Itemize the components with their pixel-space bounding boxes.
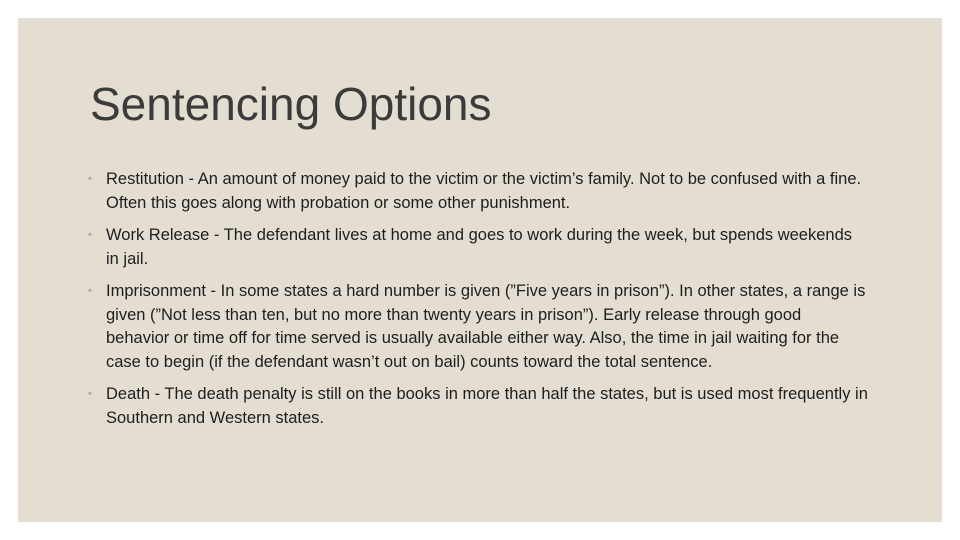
bullet-text: Death - The death penalty is still on the books in more than half the states, but is used most frequently in Southern and Western states. [106, 385, 868, 427]
slide [18, 18, 942, 522]
bullet-text: Restitution - An amount of money paid to the victim or the victim’s family. Not to be confused with a fine. Often this goes along with probation or some other punishment. [106, 170, 862, 212]
bullet-marker-icon: ◦ [88, 388, 92, 400]
bullet-list [88, 168, 868, 439]
bullet-marker-icon: ◦ [88, 173, 92, 185]
bullet-restitution [88, 168, 868, 215]
bullet-marker-icon: ◦ [88, 229, 92, 241]
bullet-marker-icon: ◦ [88, 285, 92, 297]
bullet-imprisonment [88, 280, 868, 374]
bullet-text: Work Release - The defendant lives at home and goes to work during the week, but spends weekends in jail. [106, 226, 852, 268]
bullet-death [88, 383, 868, 430]
bullet-text: Imprisonment - In some states a hard number is given (”Five years in prison”). In other states, a range is given (”Not less than ten, but no more than twenty years in prison”). Early release through good behavior or time off for time served is usually available either way. Also, the time in jail waiting for the case to begin (if the defendant wasn’t out on bail) counts toward the total sentence. [106, 282, 866, 371]
slide-title: Sentencing Options [90, 78, 492, 130]
bullet-work-release [88, 224, 868, 271]
